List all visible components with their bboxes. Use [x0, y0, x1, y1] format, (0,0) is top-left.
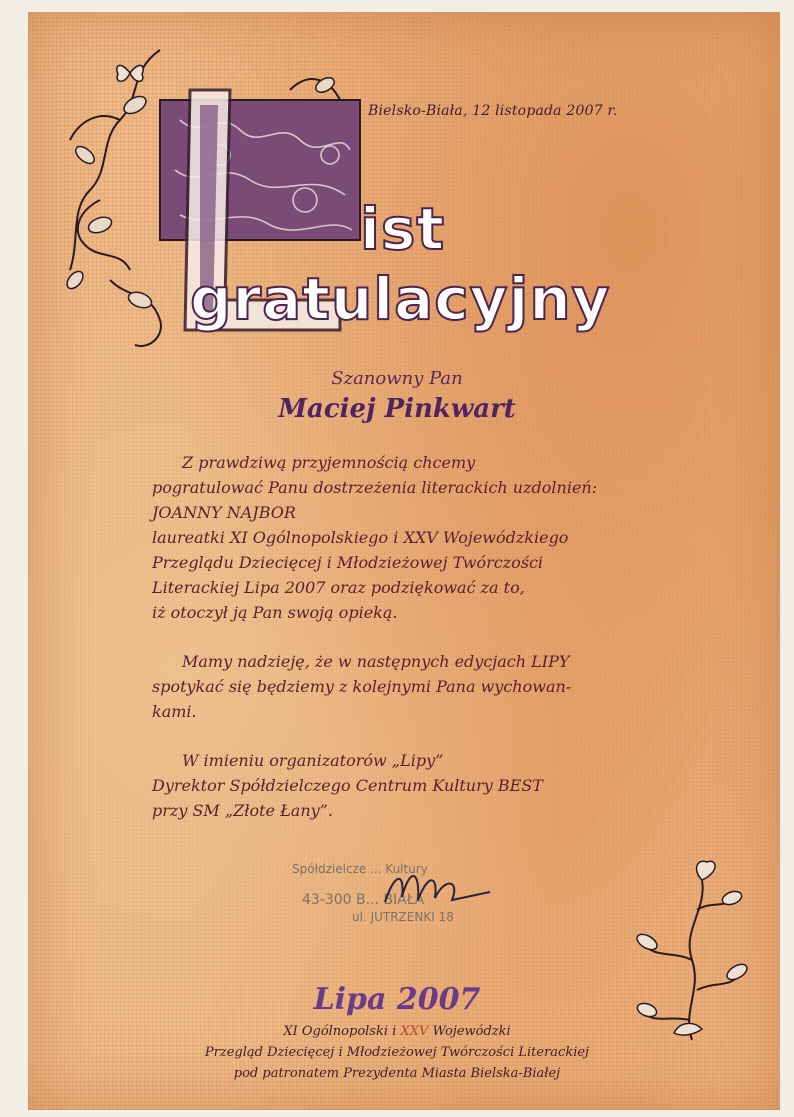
signature-scribble: [380, 862, 500, 912]
footer-roman-highlight: XXV: [400, 1024, 429, 1039]
body-line: W imieniu organizatorów „Lipy”: [182, 751, 444, 770]
body-line: pogratulować Panu dostrzeżenia literackich uzdolnień:: [152, 478, 598, 497]
stamp-line-3: ul. JUTRZENKI 18: [352, 910, 454, 924]
footer-title: Lipa 2007: [313, 982, 481, 1017]
footer-line-2: Przegląd Dziecięcej i Młodzieżowej Twórczości Literackiej: [204, 1045, 590, 1060]
letter-body: [152, 450, 692, 847]
body-line: przy SM „Złote Łany”.: [152, 801, 333, 820]
body-line: laureatki XI Ogólnopolskiego i XXV Wojewódzkiego: [152, 528, 569, 547]
footer-line-1: [0, 1024, 794, 1039]
title-line-1: ist: [360, 195, 446, 263]
footer-line-1-part: XI Ogólnopolski i: [283, 1024, 401, 1039]
body-line: Dyrektor Spółdzielczego Centrum Kultury BEST: [152, 776, 543, 795]
title-line-2: gratulacyjny: [190, 265, 611, 333]
document-date: Bielsko-Biała, 12 listopada 2007 r.: [368, 103, 618, 119]
recipient-name: Maciej Pinkwart: [278, 394, 516, 424]
paragraph-congratulations: [152, 450, 692, 625]
stamp-line-1: Spółdzielcze ... Kultury: [292, 862, 428, 876]
body-line: Przeglądu Dziecięcej i Młodzieżowej Twórczości: [152, 553, 544, 572]
signature-block: [152, 748, 692, 823]
body-line: spotykać się będziemy z kolejnymi Pana wychowan-: [152, 677, 572, 696]
body-line: iż otoczył ją Pan swoją opieką.: [152, 603, 398, 622]
body-line: Literackiej Lipa 2007 oraz podziękować za to,: [152, 578, 525, 597]
stamp-line-2: 43-300 B... BIAŁA: [302, 892, 425, 908]
laureate-name: JOANNY NAJBOR: [152, 503, 296, 522]
salutation: Szanowny Pan: [331, 368, 463, 389]
butterfly-icon: [112, 58, 148, 88]
body-line: Mamy nadzieję, że w następnych edycjach LIPY: [182, 652, 570, 671]
paragraph-hope: [152, 649, 692, 724]
body-line: Z prawdziwą przyjemnością chcemy: [182, 453, 476, 472]
footer-line-1-part: Wojewódzki: [428, 1024, 511, 1039]
body-line: kami.: [152, 702, 197, 721]
footer-line-3: pod patronatem Prezydenta Miasta Bielska-Białej: [233, 1066, 561, 1081]
